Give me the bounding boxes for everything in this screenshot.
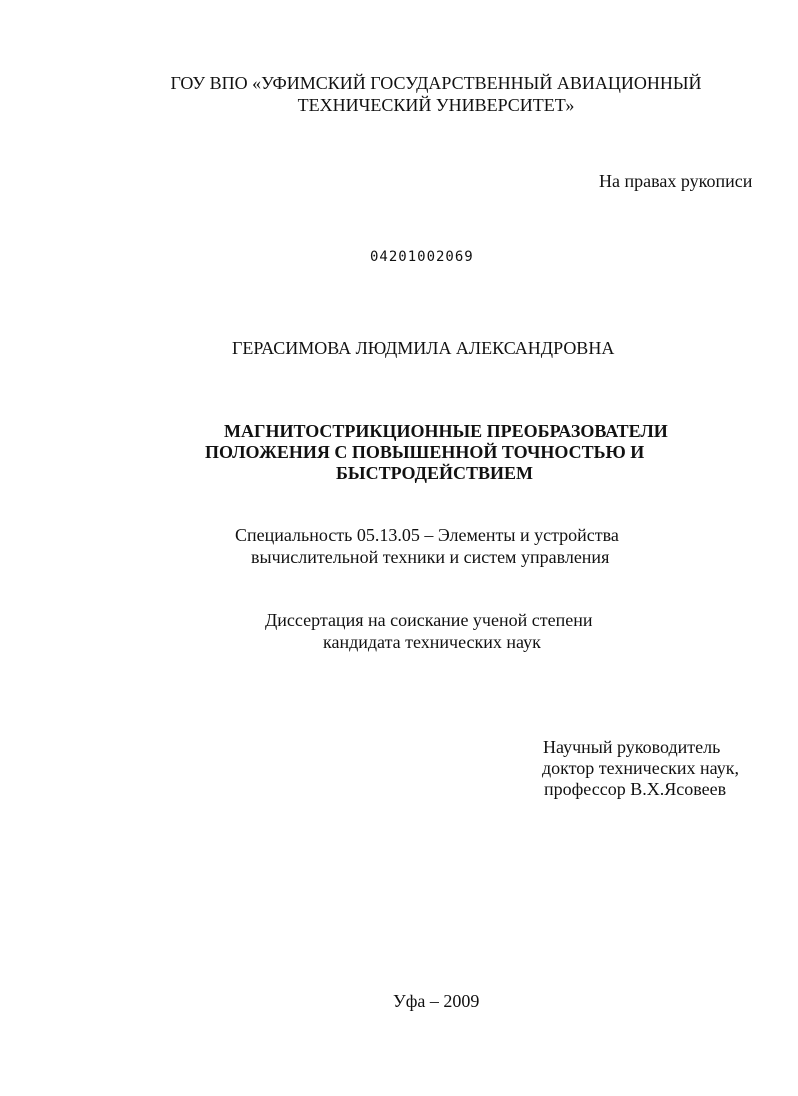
supervisor-line-3: профессор В.Х.Ясовеев bbox=[544, 779, 727, 799]
thesis-title-line-1: МАГНИТОСТРИКЦИОННЫЕ ПРЕОБРАЗОВАТЕЛИ bbox=[224, 421, 668, 441]
thesis-title-line-3: БЫСТРОДЕЙСТВИЕМ bbox=[336, 463, 533, 483]
dissertation-line-1: Диссертация на соискание ученой степени bbox=[265, 610, 593, 630]
thesis-title-line-2: ПОЛОЖЕНИЯ С ПОВЫШЕННОЙ ТОЧНОСТЬЮ И bbox=[205, 442, 645, 462]
supervisor-line-1: Научный руководитель bbox=[543, 737, 721, 757]
dissertation-line-2: кандидата технических наук bbox=[323, 632, 541, 652]
author-name: ГЕРАСИМОВА ЛЮДМИЛА АЛЕКСАНДРОВНА bbox=[232, 338, 615, 358]
specialty-line-2: вычислительной техники и систем управления bbox=[251, 547, 610, 567]
catalog-number: 04201002069 bbox=[370, 249, 474, 265]
specialty-line-1: Специальность 05.13.05 – Элементы и устройства bbox=[235, 525, 619, 545]
institution-line-1: ГОУ ВПО «УФИМСКИЙ ГОСУДАРСТВЕННЫЙ АВИАЦИОННЫЙ bbox=[170, 73, 702, 93]
place-year: Уфа – 2009 bbox=[393, 991, 480, 1011]
institution-line-2: ТЕХНИЧЕСКИЙ УНИВЕРСИТЕТ» bbox=[297, 95, 575, 115]
supervisor-line-2: доктор технических наук, bbox=[542, 758, 739, 778]
manuscript-note: На правах рукописи bbox=[599, 171, 753, 191]
